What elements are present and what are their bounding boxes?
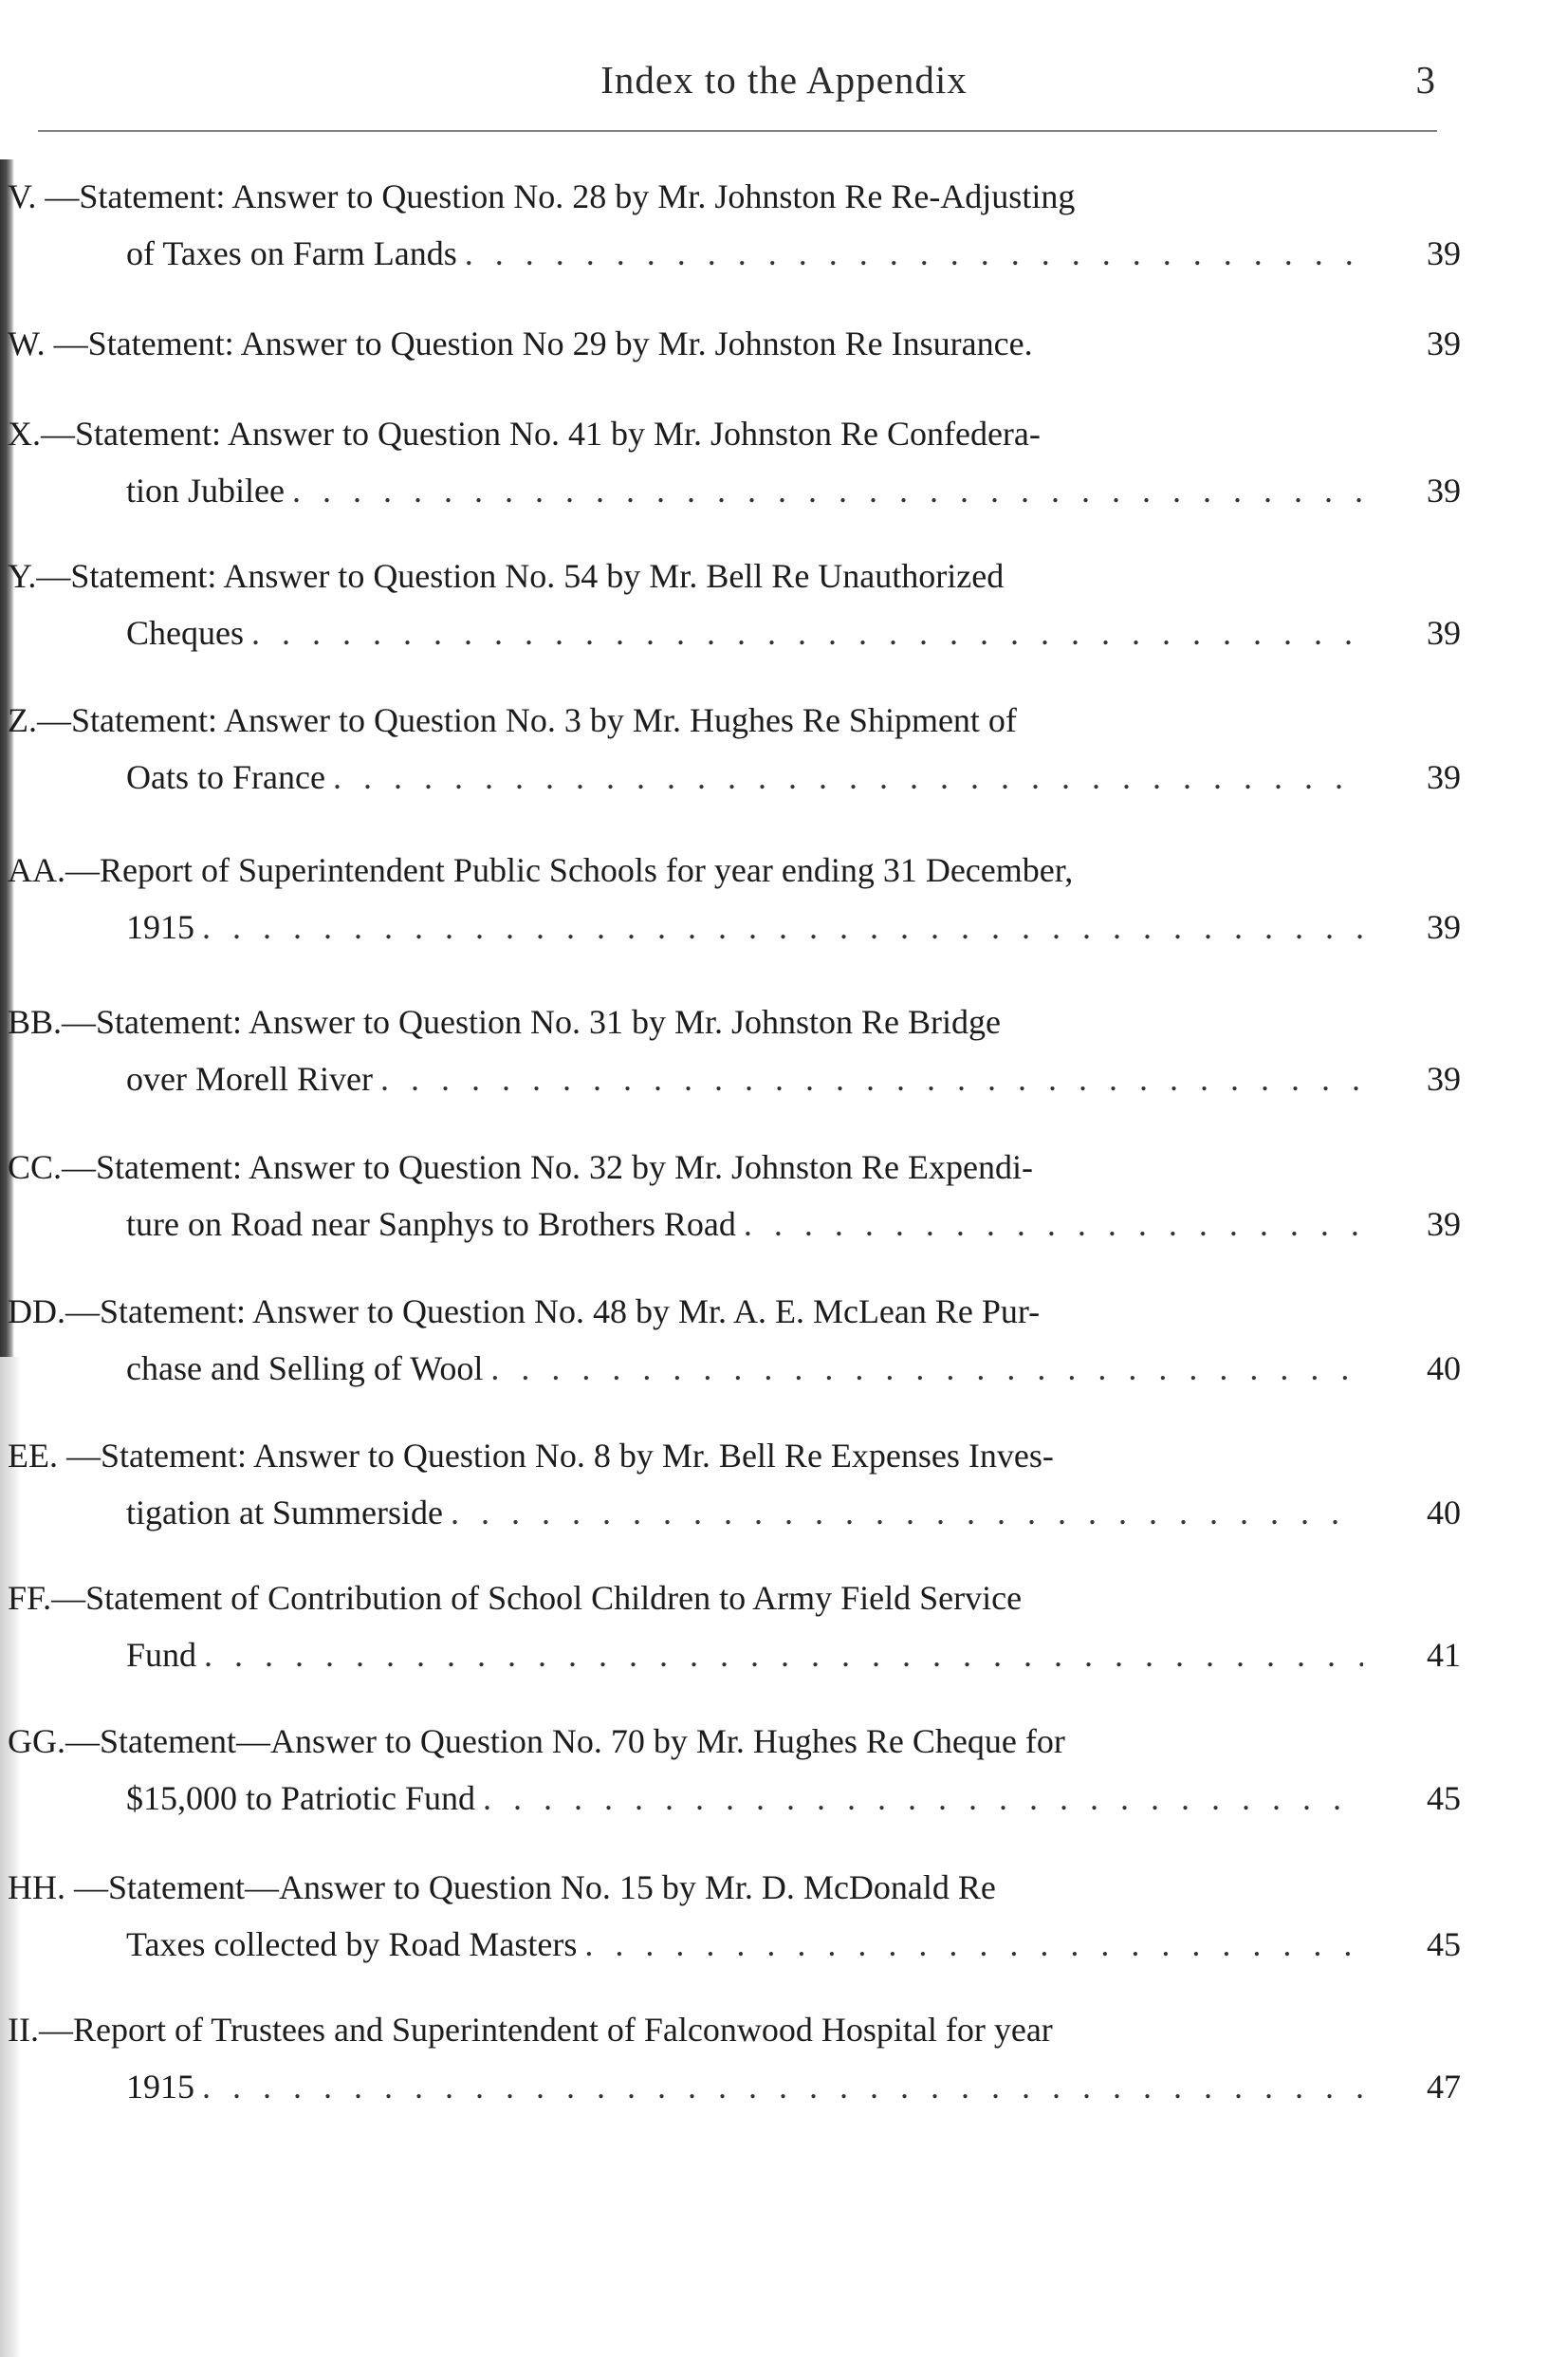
entry-continuation-line: [126, 1347, 1371, 1389]
dot-leader: [202, 906, 1363, 948]
dot-leader: [584, 1923, 1363, 1965]
entry-title: CC.—Statement: Answer to Question No. 32 by Mr. Johnston Re Expendi-: [8, 1148, 1033, 1186]
entry-page: 47: [1427, 2068, 1461, 2106]
dot-leader: [333, 756, 1363, 798]
entry-continuation-line: [126, 1203, 1371, 1245]
entry-continuation-line: [126, 1923, 1371, 1965]
entry-title: FF.—Statement of Contribution of School Children to Army Field Service: [8, 1579, 1023, 1617]
entry-continuation: Fund: [126, 1636, 197, 1674]
entry-continuation: ture on Road near Sanphys to Brothers Road: [126, 1205, 736, 1243]
entry-continuation: Cheques: [126, 614, 244, 652]
dot-leader: [204, 1634, 1363, 1676]
entry-title: BB.—Statement: Answer to Question No. 31 by Mr. Johnston Re Bridge: [8, 1003, 1001, 1041]
entry-continuation: 1915: [126, 2068, 194, 2106]
entry-title: AA.—Report of Superintendent Public Schools for year ending 31 December,: [8, 851, 1074, 889]
entry-continuation: tigation at Summerside: [126, 1494, 443, 1531]
entry-continuation-line: [126, 756, 1371, 798]
entry-page: 40: [1427, 1494, 1461, 1531]
entry-title: II.—Report of Trustees and Superintendent of Falconwood Hospital for year: [8, 2011, 1053, 2049]
entry-continuation-line: [126, 1634, 1371, 1676]
entry-title: X.—Statement: Answer to Question No. 41 by Mr. Johnston Re Confedera-: [8, 415, 1041, 453]
entry-page: 45: [1427, 1779, 1461, 1817]
entry-continuation: Oats to France: [126, 758, 325, 796]
entry-page: 39: [1427, 1205, 1461, 1243]
dot-leader: [451, 1492, 1363, 1533]
entry-continuation: Taxes collected by Road Masters: [126, 1925, 578, 1963]
page-number: 3: [1415, 58, 1435, 102]
entry-continuation-line: [126, 1777, 1371, 1819]
dot-leader: [202, 2066, 1363, 2107]
page-title: Index to the Appendix: [600, 58, 968, 102]
entry-title: W. —Statement: Answer to Question No 29 by Mr. Johnston Re Insurance.: [8, 325, 1033, 362]
entry-page: 39: [1427, 325, 1461, 362]
entry-continuation-line: [126, 2066, 1371, 2107]
entry-continuation: tion Jubilee: [126, 472, 285, 510]
entry-continuation: of Taxes on Farm Lands: [126, 234, 457, 272]
entry-continuation-line: [126, 1058, 1371, 1100]
dot-leader: [744, 1203, 1363, 1245]
dot-leader: [380, 1058, 1363, 1100]
entry-page: 39: [1427, 234, 1461, 272]
entry-continuation-line: [126, 470, 1371, 511]
dot-leader: [490, 1347, 1363, 1389]
entry-continuation: $15,000 to Patriotic Fund: [126, 1779, 475, 1817]
entry-continuation: 1915: [126, 908, 194, 946]
entry-page: 39: [1427, 614, 1461, 652]
entry-title: EE. —Statement: Answer to Question No. 8 by Mr. Bell Re Expenses Inves-: [8, 1437, 1054, 1475]
entry-continuation-line: [126, 906, 1371, 948]
entry-continuation: chase and Selling of Wool: [126, 1349, 484, 1387]
entry-title: Z.—Statement: Answer to Question No. 3 by Mr. Hughes Re Shipment of: [8, 701, 1017, 739]
entry-title: DD.—Statement: Answer to Question No. 48 by Mr. A. E. McLean Re Pur-: [8, 1292, 1041, 1330]
entry-page: 39: [1427, 1060, 1461, 1098]
binding-shadow-lower: [0, 1357, 21, 2357]
entry-continuation-line: [126, 612, 1371, 654]
entry-continuation-line: [126, 1492, 1371, 1533]
dot-leader: [251, 612, 1363, 654]
entry-title: GG.—Statement—Answer to Question No. 70 by Mr. Hughes Re Cheque for: [8, 1722, 1065, 1760]
dot-leader: [465, 232, 1363, 274]
entry-page: 39: [1427, 908, 1461, 946]
entry-page: 40: [1427, 1349, 1461, 1387]
entry-continuation-line: [126, 232, 1371, 274]
entry-title: V. —Statement: Answer to Question No. 28 by Mr. Johnston Re Re-Adjusting: [8, 177, 1076, 215]
entry-page: 39: [1427, 472, 1461, 510]
entry-page: 45: [1427, 1925, 1461, 1963]
header-divider: [38, 130, 1437, 132]
entry-title: HH. —Statement—Answer to Question No. 15 by Mr. D. McDonald Re: [8, 1868, 996, 1906]
dot-leader: [292, 470, 1363, 511]
entry-page: 41: [1427, 1636, 1461, 1674]
entry-title: Y.—Statement: Answer to Question No. 54 by Mr. Bell Re Unauthorized: [8, 557, 1005, 595]
entry-page: 39: [1427, 758, 1461, 796]
dot-leader: [483, 1777, 1363, 1819]
entry-continuation: over Morell River: [126, 1060, 373, 1098]
page-header: [0, 57, 1568, 114]
